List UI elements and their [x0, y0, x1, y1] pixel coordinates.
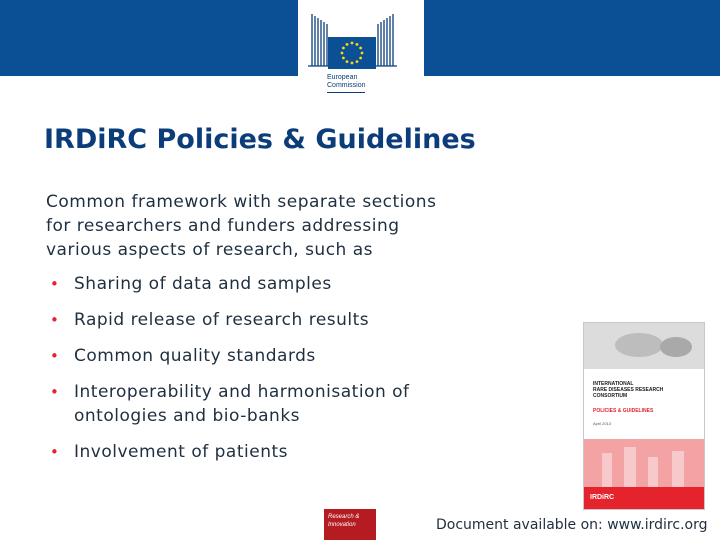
bullet-item: • Common quality standards [50, 346, 316, 366]
ec-logo-text: European Commission [327, 74, 366, 89]
bullet-item: • Rapid release of research results [50, 310, 370, 330]
ec-logo [298, 0, 424, 100]
cover-artwork [584, 323, 704, 509]
bullet-dot-icon: • [50, 443, 60, 461]
bullet-dot-icon: • [50, 383, 60, 401]
eu-flag-building-icon [298, 0, 424, 74]
logo-underline [327, 92, 365, 93]
intro-text: Common framework with separate sections for researchers and funders addressing various aspects of research, such as [46, 192, 437, 260]
cover-date: April 2013 [593, 421, 612, 426]
bullet-list [46, 272, 546, 476]
cover-title-line: CONSORTIUM [593, 393, 628, 399]
cover-title-line: INTERNATIONAL [593, 381, 634, 387]
cover-subtitle: POLICIES & GUIDELINES [593, 408, 654, 414]
page-title: IRDiRC Policies & Guidelines [44, 124, 476, 155]
document-cover[interactable] [583, 322, 705, 510]
research-innovation-badge [324, 509, 376, 540]
bullet-item: • Interoperability and harmonisation of ontologies and bio-banks [50, 382, 410, 426]
bullet-dot-icon: • [50, 311, 60, 329]
document-availability-note: Document available on: www.irdirc.org [436, 517, 708, 533]
bullet-item: • Sharing of data and samples [50, 274, 332, 294]
cover-brand: IRDiRC [590, 494, 615, 501]
badge-line: Innovation [328, 522, 356, 528]
bullet-dot-icon: • [50, 347, 60, 365]
bullet-dot-icon: • [50, 275, 60, 293]
cover-title-line: RARE DISEASES RESEARCH [593, 387, 664, 393]
badge-line: Research & [328, 514, 360, 520]
bullet-item: • Involvement of patients [50, 442, 288, 462]
